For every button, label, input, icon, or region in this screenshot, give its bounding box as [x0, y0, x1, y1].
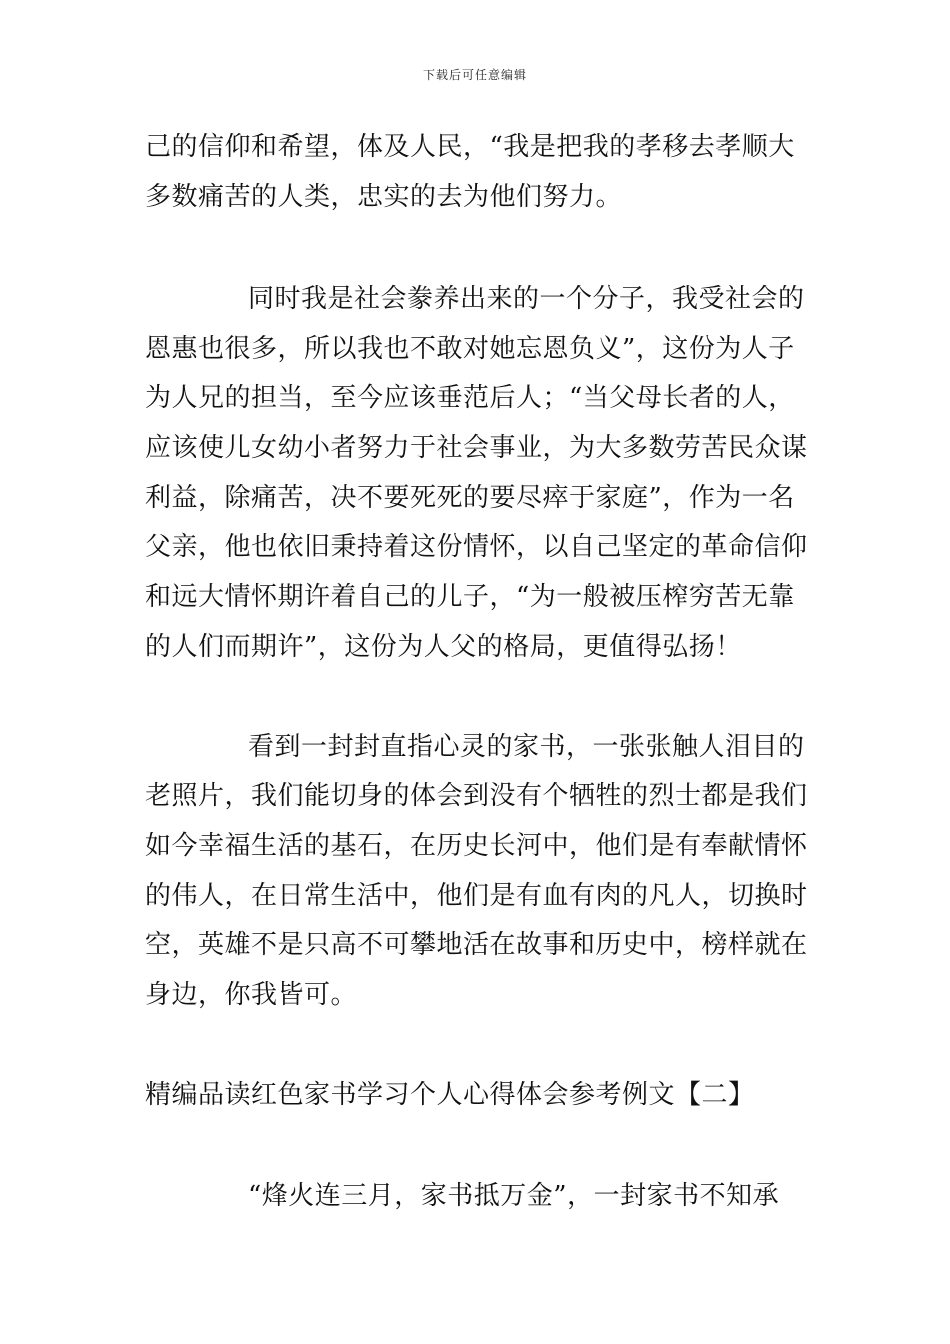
section-heading: 精编品读红色家书学习个人心得体会参考例文【二】 — [145, 1080, 755, 1110]
paragraph-line: 看到一封封直指心灵的家书，一张张触人泪目的 — [248, 732, 805, 762]
paragraph-line: 多数痛苦的人类，忠实的去为他们努力。 — [145, 182, 623, 212]
paragraph-line: 应该使儿女幼小者努力于社会事业，为大多数劳苦民众谋 — [145, 433, 808, 463]
paragraph-line: 的人们而期许”，这份为人父的格局，更值得弘扬！ — [145, 632, 742, 662]
paragraph-line: 老照片，我们能切身的体会到没有个牺牲的烈士都是我们 — [145, 781, 808, 811]
header-note: 下载后可任意编辑 — [422, 68, 527, 82]
paragraph-line: 和远大情怀期许着自己的儿子，“为一般被压榨穷苦无靠 — [145, 582, 795, 612]
paragraph-line: 己的信仰和希望，体及人民，“我是把我的孝移去孝顺大 — [145, 132, 795, 162]
paragraph-line: 如今幸福生活的基石，在历史长河中，他们是有奉献情怀 — [145, 831, 808, 861]
paragraph-line: 恩惠也很多，所以我也不敢对她忘恩负义”，这份为人子 — [145, 334, 795, 364]
paragraph-line: 的伟人，在日常生活中，他们是有血有肉的凡人，切换时 — [145, 881, 808, 911]
paragraph-line: 同时我是社会豢养出来的一个分子，我受社会的 — [248, 284, 805, 314]
paragraph-line: 利益，除痛苦，决不要死死的要尽瘁于家庭”，作为一名 — [145, 483, 795, 513]
paragraph-line: “烽火连三月，家书抵万金”，一封家书不知承 — [248, 1181, 780, 1211]
paragraph-line: 身边，你我皆可。 — [145, 980, 358, 1010]
paragraph-line: 空，英雄不是只高不可攀地活在故事和历史中，榜样就在 — [145, 930, 808, 960]
paragraph-line: 为人兄的担当，至今应该垂范后人；“当父母长者的人， — [145, 383, 795, 413]
paragraph-line: 父亲，他也依旧秉持着这份情怀，以自己坚定的革命信仰 — [145, 532, 808, 562]
